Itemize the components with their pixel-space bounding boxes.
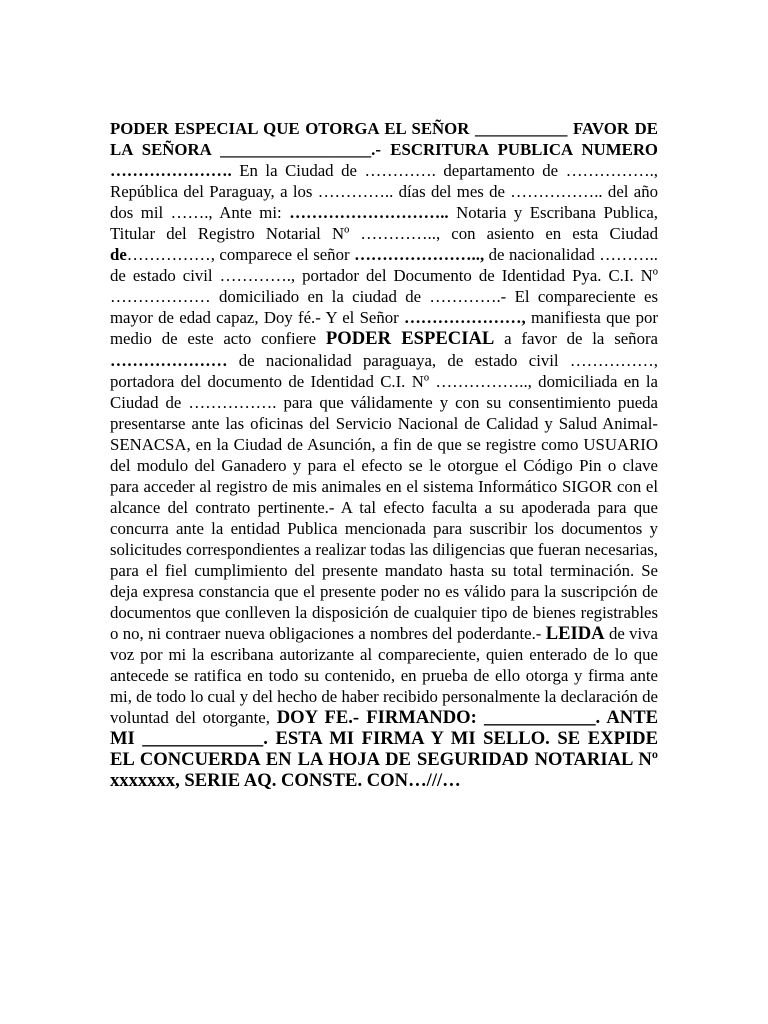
bold-text-run: ………………………..	[289, 203, 449, 223]
text-run: a favor de la señora	[494, 329, 659, 349]
text-run: En la Ciudad de …………. departamento de ……………., República del Paraguay, a los ………….. días del mes de …………….. del año dos mil ……., Ante mi:	[110, 161, 658, 223]
bold-text-run: LEIDA	[545, 623, 605, 645]
text-run: Notaria y Escribana Publica, Titular del Registro Notarial Nº ………….., con asiento en esta Ciudad	[110, 203, 658, 244]
deed-text	[110, 118, 658, 792]
bold-text-run: …………………	[110, 350, 228, 370]
text-run: de viva voz por mi la escribana autorizante al compareciente, quien enterado de lo que antecede se ratifica en todo su contenido, en prueba de ello otorga y firma ante mi, de todo lo cual y del hecho de haber recibido personalmente la declaración de voluntad del otorgante,	[110, 624, 659, 728]
text-run: ……………, comparece el señor	[126, 245, 355, 265]
text-run: de nacionalidad ……….. de estado civil …………., portador del Documento de Identidad Pya. C.I. Nº ……………… domiciliado en la ciudad de ………….- El compareciente es mayor de edad capaz, Doy fé.- Y el Señor	[110, 245, 658, 328]
bold-text-run: DOY FE.- FIRMANDO: ____________. ANTE MI _____________. ESTA MI FIRMA Y MI SELLO. SE EXPIDE EL CONCUERDA EN LA HOJA DE SEGURIDAD NOTARIAL Nº xxxxxxx, SERIE AQ. CONSTE. CON…///…	[110, 707, 658, 792]
bold-text-run: …………………,	[404, 308, 526, 328]
bold-text-run: …………………..,	[354, 245, 485, 265]
text-run: de nacionalidad paraguaya, de estado civil ……………, portadora del documento de Identidad C.I. Nº …………….., domiciliada en la Ciudad de ……………. para que válidamente y con su consentimiento pueda presentarse ante las oficinas del Servicio Nacional de Calidad y Salud Animal- SENACSA, en la Ciudad de Asunción, a fin de que se registre como USUARIO del modulo del Ganadero y para el efecto se le otorgue el Código Pin o clave para acceder al registro de mis animales en el sistema Informático SIGOR con el alcance del contrato pertinente.- A tal efecto faculta a su apoderada para que concurra ante la entidad Publica mencionada para suscribir los documentos y solicitudes correspondientes a realizar todas las diligencias que fueran necesarias, para el fiel cumplimiento del presente mandato hasta su total terminación. Se deja expresa constancia que el presente poder no es válido para la suscripción de documentos que conlleven la disposición de cualquier tipo de bienes registrables o no, ni contraer nueva obligaciones a nombres del poderdante.-	[110, 350, 658, 644]
bold-text-run: de	[110, 245, 127, 265]
text-run: manifiesta que por medio de este acto confiere	[110, 308, 658, 349]
bold-text-run: PODER ESPECIAL	[325, 328, 495, 350]
bold-text-run: PODER ESPECIAL QUE OTORGA EL SEÑOR ___________ FAVOR DE LA SEÑORA __________________.- ESCRITURA PUBLICA NUMERO ………………….	[110, 119, 658, 181]
